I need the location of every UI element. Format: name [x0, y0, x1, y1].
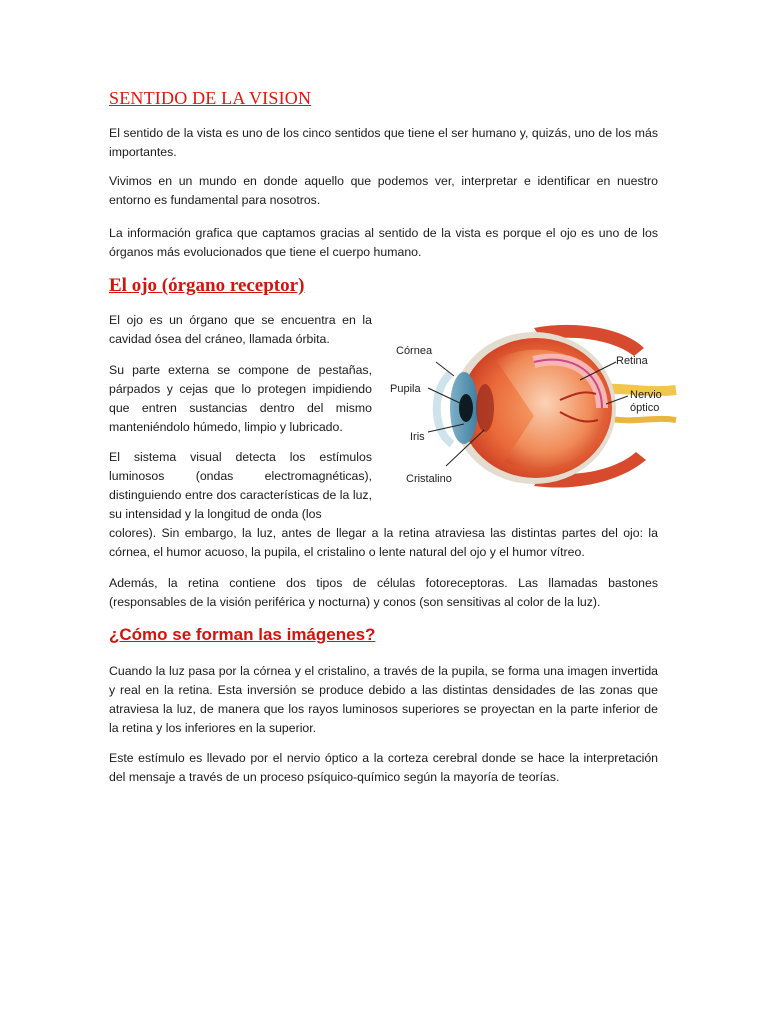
images-paragraph-2: Este estímulo es llevado por el nervio óptico a la corteza cerebral donde se hace la interpretación del mensaje a través de un proceso psíquico-químico según la mayoría de teorías. — [109, 751, 658, 784]
eye-paragraph-2: Su parte externa se compone de pestañas, párpados y cejas que lo protegen impidiendo que entren sustancias dentro del mismo manteniéndolo húmedo, limpio y lubricado. — [109, 363, 372, 434]
eye-anatomy-diagram — [384, 320, 678, 492]
images-paragraph-1: Cuando la luz pasa por la córnea y el cristalino, a través de la pupila, se forma una imagen invertida y real en la retina. Esta inversión se produce debido a las distintas densidades de las zonas que atraviesa la luz, de manera que los rayos luminosos superiores se proyectan en la parte inferior de la retina y los inferiores en la superior. — [109, 664, 658, 735]
section-heading-eye: El ojo (órgano receptor) — [109, 275, 305, 296]
label-optico: óptico — [630, 402, 660, 414]
label-iris: Iris — [410, 431, 425, 443]
intro-paragraph-1: El sentido de la vista es uno de los cinco sentidos que tiene el ser humano y, quizás, uno de los más importantes. — [109, 126, 658, 159]
label-pupila: Pupila — [390, 383, 421, 395]
page-title: SENTIDO DE LA VISION — [109, 88, 312, 108]
label-cornea: Córnea — [396, 345, 433, 357]
label-retina: Retina — [616, 355, 648, 367]
eye-paragraph-4: Además, la retina contiene dos tipos de células fotoreceptoras. Las llamadas bastones (responsables de la visión periférica y nocturna) y conos (son sensitivas al color de la luz). — [109, 576, 658, 609]
eye-paragraph-3-continued: colores). Sin embargo, la luz, antes de llegar a la retina atraviesa las distintas partes del ojo: la córnea, el humor acuoso, la pupila, el cristalino o lente natural del ojo y el humor vítreo. — [109, 526, 658, 559]
intro-paragraph-3: La información grafica que captamos gracias al sentido de la vista es porque el ojo es uno de los órganos más evolucionados que tiene el cuerpo humano. — [109, 226, 658, 259]
section-heading-images: ¿Cómo se forman las imágenes? — [109, 625, 376, 644]
intro-paragraph-2: Vivimos en un mundo en donde aquello que podemos ver, interpretar e identificar en nuestro entorno es fundamental para nosotros. — [109, 174, 658, 207]
label-nervio: Nervio — [630, 389, 662, 401]
eye-paragraph-3: El sistema visual detecta los estímulos luminosos (ondas electromagnéticas), distinguiendo entre dos características de la luz, su intensidad y la longitud de onda (los — [109, 450, 372, 521]
eye-paragraph-1: El ojo es un órgano que se encuentra en la cavidad ósea del cráneo, llamada órbita. — [109, 313, 372, 346]
label-cristalino: Cristalino — [406, 473, 452, 485]
